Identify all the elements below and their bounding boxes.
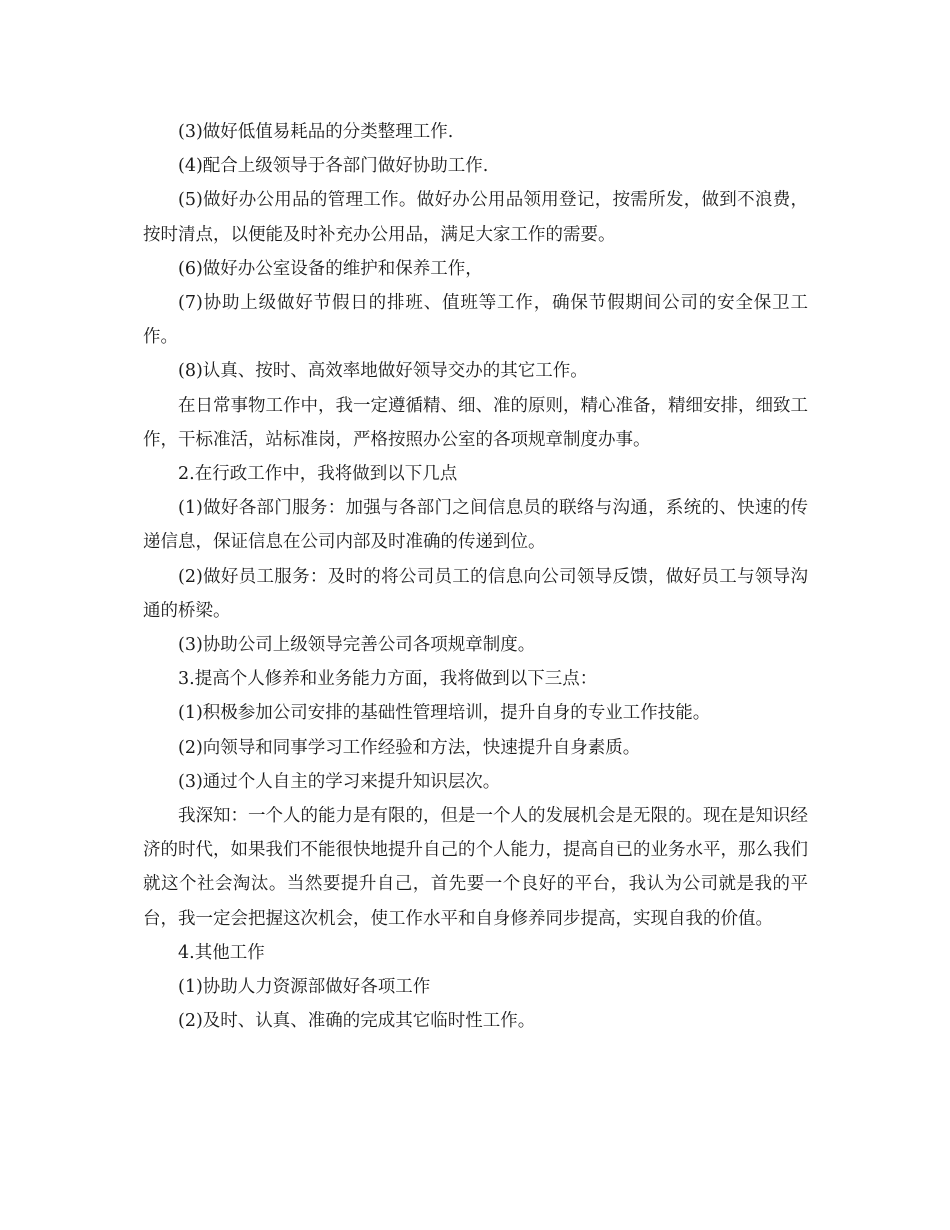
paragraph: 在日常事物工作中，我一定遵循精、细、准的原则，精心准备，精细安排，细致工作，干标准活，站标准岗，严格按照办公室的各项规章制度办事。 xyxy=(143,395,808,450)
paragraph: (1)积极参加公司安排的基础性管理培训，提升自身的专业工作技能。 xyxy=(178,703,711,724)
section-heading: 2.在行政工作中，我将做到以下几点 xyxy=(178,464,458,485)
paragraph: (6)做好办公室设备的维护和保养工作， xyxy=(178,258,483,279)
paragraph: (2)做好员工服务：及时的将公司员工的信息向公司领导反馈，做好员工与领导沟通的桥梁。 xyxy=(143,566,808,621)
paragraph: (7)协助上级做好节假日的排班、值班等工作，确保节假期间公司的安全保卫工作。 xyxy=(143,293,808,348)
paragraph: (8)认真、按时、高效率地做好领导交办的其它工作。 xyxy=(178,361,588,382)
paragraph: (3)协助公司上级领导完善公司各项规章制度。 xyxy=(178,635,536,656)
paragraph: (2)及时、认真、准确的完成其它临时性工作。 xyxy=(178,1011,536,1032)
paragraph: (2)向领导和同事学习工作经验和方法，快速提升自身素质。 xyxy=(178,737,641,758)
section-heading: 4.其他工作 xyxy=(178,942,265,963)
paragraph: 我深知：一个人的能力是有限的，但是一个人的发展机会是无限的。现在是知识经济的时代，如果我们不能很快地提升自己的个人能力，提高自已的业务水平，那么我们就这个社会淘汰。当然要提升自己，首先要一个良好的平台，我认为公司就是我的平台，我一定会把握这次机会，使工作水平和自身修养同步提高，实现自我的价值。 xyxy=(143,806,808,929)
section-heading: 3.提高个人修养和业务能力方面，我将做到以下三点： xyxy=(178,669,598,690)
paragraph: (1)做好各部门服务：加强与各部门之间信息员的联络与沟通，系统的、快速的传递信息，保证信息在公司内部及时准确的传递到位。 xyxy=(143,498,808,553)
paragraph: (5)做好办公用品的管理工作。做好办公用品领用登记，按需所发，做到不浪费，按时清点，以便能及时补充办公用品，满足大家工作的需要。 xyxy=(143,190,808,245)
paragraph: (4)配合上级领导于各部门做好协助工作. xyxy=(178,156,489,177)
paragraph: (3)通过个人自主的学习来提升知识层次。 xyxy=(178,771,501,792)
paragraph: (1)协助人力资源部做好各项工作 xyxy=(178,977,431,998)
document-body xyxy=(143,115,808,1038)
paragraph: (3)做好低值易耗品的分类整理工作. xyxy=(178,122,454,142)
